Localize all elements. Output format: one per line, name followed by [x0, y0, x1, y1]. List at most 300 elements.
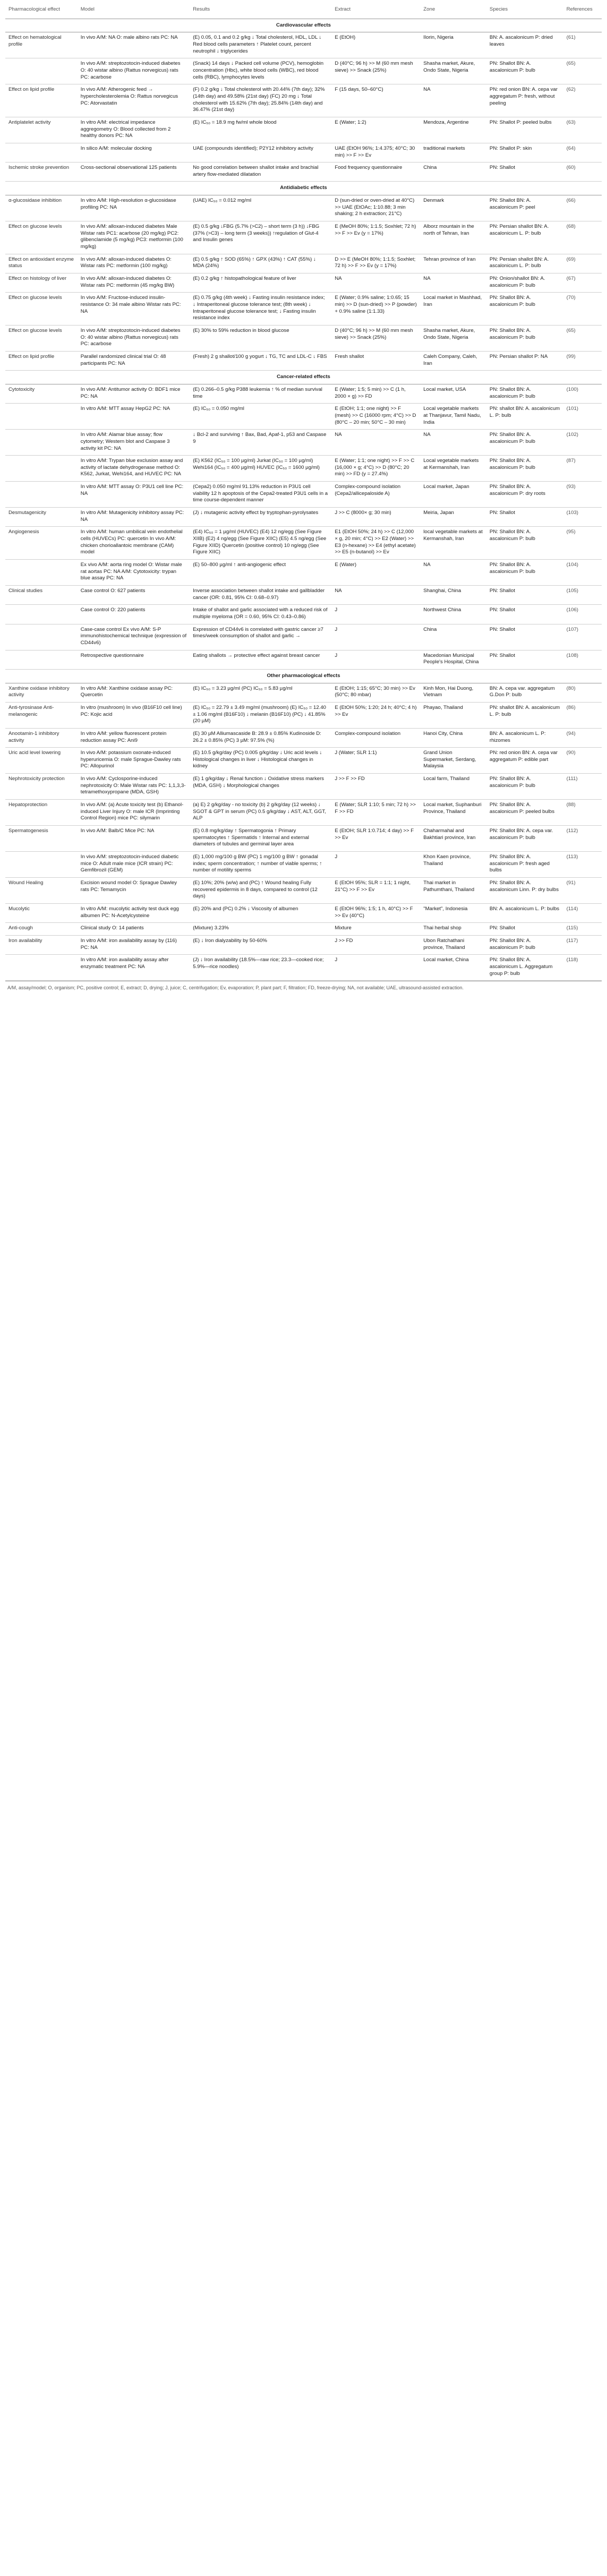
cell-results: (E) IC₅₀ = 18.9 mg fw/ml whole blood	[190, 117, 331, 143]
cell-model: In vitro A/M: High-resolution α-glucosidase profiling PC: NA	[78, 195, 190, 221]
cell-zone: Local market, Suphanburi Province, Thailand	[420, 800, 486, 826]
cell-extract: E (Water; 1:2)	[331, 117, 420, 143]
cell-reference: (111)	[563, 774, 602, 800]
table-row	[5, 195, 602, 221]
cell-zone: Caleh Company, Caleh, Iran	[420, 351, 486, 370]
cell-zone: Shanghai, China	[420, 586, 486, 605]
table-body	[5, 19, 602, 981]
section-title: Antidiabetic effects	[5, 182, 602, 195]
cell-results: (E) 0.05, 0.1 and 0.2 g/kg ↓ Total cholesterol, HDL, LDL ↓ Red blood cells parameters ↑ Platelet count, percent neutrophil ↓ triglycerides	[190, 32, 331, 58]
cell-extract: Mixture	[331, 923, 420, 936]
cell-reference: (103)	[563, 508, 602, 527]
cell-extract: D >> E (MeOH 80%; 1:1.5; Soxhlet; 72 h) >> F >> Ev (y = 17%)	[331, 254, 420, 273]
cell-effect: α-glucosidase inhibition	[5, 195, 78, 221]
section-title: Cancer-related effects	[5, 371, 602, 384]
cell-reference: (115)	[563, 923, 602, 936]
cell-reference: (66)	[563, 195, 602, 221]
cell-extract: NA	[331, 586, 420, 605]
section-header	[5, 19, 602, 32]
cell-model: Clinical study O: 14 patients	[78, 923, 190, 936]
cell-reference: (65)	[563, 325, 602, 351]
cell-reference: (108)	[563, 650, 602, 669]
cell-effect: Effect on glucose levels	[5, 293, 78, 326]
cell-species: PN: Shallot BN: A. cepa var. ascalonicum P: bulb	[486, 826, 563, 852]
table-row	[5, 878, 602, 904]
cell-zone: Denmark	[420, 195, 486, 221]
cell-effect: Cytotoxicity	[5, 384, 78, 403]
cell-results: (E) 10.5 g/kg/day (PC) 0.005 g/kg/day ↓ Uric acid levels ↓ Histological changes in liver ↓ Histological changes in kidney	[190, 748, 331, 774]
cell-results: (E) 20% and (PC) 0.2% ↓ Viscosity of albumen	[190, 903, 331, 922]
table-row	[5, 774, 602, 800]
pharmacology-table	[5, 3, 602, 981]
cell-model: In vitro A/M: electrical impedance aggregometry O: Blood collected from 2 healthy donors PC: NA	[78, 117, 190, 143]
cell-zone: Tehran province of Iran	[420, 254, 486, 273]
cell-effect	[5, 482, 78, 508]
table-row	[5, 384, 602, 403]
cell-effect: Wound Healing	[5, 878, 78, 904]
cell-results: (E) 0.5 g/kg ↓FBG (5.7% (>C2) – short term (3 h)) ↓FBG (37% (>C3) – long term (3 weeks)) ↑regulation of Glut-4 and Insulin genes	[190, 221, 331, 254]
cell-results: (UAE) IC₅₀ = 0.012 mg/ml	[190, 195, 331, 221]
table-row	[5, 748, 602, 774]
cell-zone: Local market, China	[420, 955, 486, 981]
cell-zone: Northwest China	[420, 605, 486, 624]
cell-results: Eating shallots → protective effect against breast cancer	[190, 650, 331, 669]
table-row	[5, 903, 602, 922]
table-row	[5, 728, 602, 747]
cell-results: (F) 0.2 g/kg ↓ Total cholesterol with 20.44% (7th day); 32% (14th day) and 49.58% (21st day) (FC) 20 mg ↓ Total cholesterol with 15.62% (7th day); 25.84% (14th day) and 36.47% (21st day)	[190, 84, 331, 117]
cell-results: ↓ Bcl-2 and surviving ↑ Bax, Bad, Apaf-1, p53 and Caspase 9	[190, 430, 331, 456]
cell-species: PN: Shallot BN: A. ascalonicum Linn. P: dry bulbs	[486, 878, 563, 904]
cell-reference: (64)	[563, 143, 602, 162]
cell-zone: NA	[420, 560, 486, 586]
cell-extract: D (40°C; 96 h) >> M (60 mm mesh sieve) >> Snack (25%)	[331, 325, 420, 351]
table-row	[5, 586, 602, 605]
cell-species: PN: Shallot BN: A. ascalonicum P: bulb	[486, 935, 563, 954]
cell-extract: Food frequency questionnaire	[331, 162, 420, 182]
cell-reference: (63)	[563, 117, 602, 143]
cell-results: (Snack) 14 days ↓ Packed cell volume (PCV), hemoglobin concentration (Hbc), white blood cells (WBC), red blood cells (RBC), lymphocytes levels	[190, 58, 331, 84]
cell-effect: Spermatogenesis	[5, 826, 78, 852]
cell-effect: Anootamin-1 inhibitory activity	[5, 728, 78, 747]
cell-extract: NA	[331, 430, 420, 456]
cell-extract: E (Water; 1:5; 5 min) >> C (1 h, 2000 × g) >> FD	[331, 384, 420, 403]
cell-reference: (86)	[563, 702, 602, 728]
cell-zone: Local market, Japan	[420, 482, 486, 508]
cell-reference: (101)	[563, 404, 602, 430]
cell-zone: Local market in Mashhad, Iran	[420, 293, 486, 326]
cell-extract: J	[331, 852, 420, 878]
cell-reference: (91)	[563, 878, 602, 904]
cell-model: In vivo A/M: Balb/C Mice PC: NA	[78, 826, 190, 852]
cell-extract: E (EtOH 96%; 1:5; 1 h, 40°C) >> F >> Ev (40°C)	[331, 903, 420, 922]
cell-reference: (68)	[563, 221, 602, 254]
cell-reference: (62)	[563, 84, 602, 117]
cell-species: PN: Shallot	[486, 605, 563, 624]
col-header-effect: Pharmacological effect	[5, 3, 78, 19]
cell-species: BN: A. cepa var. aggregatum G.Don P: bulb	[486, 683, 563, 702]
cell-model: Cross-sectional observational 125 patients	[78, 162, 190, 182]
cell-model: Case control O: 220 patients	[78, 605, 190, 624]
cell-results: (J) ↓ mutagenic activity effect by tryptophan-pyrolysates	[190, 508, 331, 527]
cell-extract: J	[331, 955, 420, 981]
cell-zone: Ilorin, Nigeria	[420, 32, 486, 58]
cell-species: PN: Shallot BN: A. ascalonicum P: bulb	[486, 527, 563, 560]
cell-model: In vivo A/M: NA O: male albino rats PC: NA	[78, 32, 190, 58]
cell-species: PN: Shallot BN: A. ascalonicum P: fresh aged bulbs	[486, 852, 563, 878]
cell-effect: Mucolytic	[5, 903, 78, 922]
cell-effect	[5, 143, 78, 162]
col-header-model: Model	[78, 3, 190, 19]
cell-reference: (112)	[563, 826, 602, 852]
table-row	[5, 683, 602, 702]
cell-zone: Shasha market, Akure, Ondo State, Nigeria	[420, 58, 486, 84]
cell-extract: J	[331, 624, 420, 650]
cell-extract: E (Water; 1:1; one night) >> F >> C (16,000 × g; 4°C) >> D (80°C; 20 min) >> FD (y = 27.4%)	[331, 456, 420, 482]
cell-results: (E) 50–800 µg/ml ↑ anti-angiogenic effect	[190, 560, 331, 586]
cell-results: No good correlation between shallot intake and brachial artery flow-mediated dilatation	[190, 162, 331, 182]
cell-extract: E (EtOH; 1:15; 65°C; 30 min) >> Ev (50°C; 80 mbar)	[331, 683, 420, 702]
cell-effect	[5, 430, 78, 456]
cell-extract: Complex-compound isolation	[331, 728, 420, 747]
cell-zone: Meiria, Japan	[420, 508, 486, 527]
section-header	[5, 182, 602, 195]
cell-species: PN: shallot BN: A. ascalonicum L. P: bulb	[486, 404, 563, 430]
table-row	[5, 456, 602, 482]
cell-results: (Fresh) 2 g shallot/100 g yogurt ↓ TG, TC and LDL-C ↓ FBS	[190, 351, 331, 370]
cell-effect: Xanthine oxidase inhibitory activity	[5, 683, 78, 702]
cell-results: (Cepa2) 0.050 mg/ml 91.13% reduction in P3U1 cell viability 12 h apoptosis of the Cepa2-treated P3U1 cells in a time course-dependent manner	[190, 482, 331, 508]
cell-model: In vivo A/M: Antitumor activity O: BDF1 mice PC: NA	[78, 384, 190, 403]
cell-zone: China	[420, 162, 486, 182]
cell-species: PN: Shallot	[486, 923, 563, 936]
cell-species: PN: Shallot	[486, 650, 563, 669]
cell-species: PN: shallot BN: A. ascalonicum L. P: bulb	[486, 702, 563, 728]
table-row	[5, 826, 602, 852]
cell-species: PN: Shallot	[486, 508, 563, 527]
cell-model: In vivo A/M: streptozotocin-induced diabetic mice O: Adult male mice (ICR strain) PC: Gemfibrozil (GEM)	[78, 852, 190, 878]
cell-results: UAE (compounds identified); P2Y12 inhibitory activity	[190, 143, 331, 162]
table-row	[5, 325, 602, 351]
cell-extract: D (sun-dried or oven-dried at 40°C) >> UAE (EtOAc; 1:10.88; 3 min shaking; 2 h extraction; 21°C)	[331, 195, 420, 221]
cell-species: PN: Shallot BN: A. ascalonicum P: bulb	[486, 325, 563, 351]
cell-species: PN: Shallot BN: A. ascalonicum P: dry roots	[486, 482, 563, 508]
cell-reference: (99)	[563, 351, 602, 370]
cell-zone: local vegetable markets at Kermanshah, Iran	[420, 527, 486, 560]
cell-results: (E) IC₅₀ = 3.23 µg/ml (PC) IC₅₀ = 5.83 µg/ml	[190, 683, 331, 702]
cell-model: In silico A/M: molecular docking	[78, 143, 190, 162]
cell-zone: Mendoza, Argentine	[420, 117, 486, 143]
cell-extract: J	[331, 605, 420, 624]
cell-zone: Hanoi City, China	[420, 728, 486, 747]
cell-model: In vitro A/M: Xanthine oxidase assay PC: Quercetin	[78, 683, 190, 702]
table-row	[5, 650, 602, 669]
cell-model: In vivo A/M: alloxan-induced diabetes O: Wistar rats PC: metformin (45 mg/kg BW)	[78, 273, 190, 293]
cell-model: Retrospective questionnaire	[78, 650, 190, 669]
cell-reference: (90)	[563, 748, 602, 774]
cell-extract: J >> F >> FD	[331, 774, 420, 800]
cell-results: (E) 1,000 mg/100 g BW (PC) 1 mg/100 g BW ↑ gonadal index; sperm concentration; ↑ number of viable sperms; ↑ number of motility sperms	[190, 852, 331, 878]
table-row	[5, 955, 602, 981]
cell-effect	[5, 58, 78, 84]
cell-results: (E) ↓ Iron dialyzability by 50-60%	[190, 935, 331, 954]
cell-results: Expression of CD44v6 is correlated with gastric cancer ≥7 times/week consumption of shallot and garlic →	[190, 624, 331, 650]
cell-extract: E (EtOH; 1:1; one night) >> F (mesh) >> C (16000 rpm; 4°C) >> D (80°C – 20 min; 50°C – 30 min)	[331, 404, 420, 430]
cell-species: PN: Shallot BN: A. ascalonicum P: bulb	[486, 293, 563, 326]
cell-model: In vitro A/M: Alamar blue assay; flow cytometry; Western blot and Caspase 3 activity kit PC: NA	[78, 430, 190, 456]
cell-effect	[5, 852, 78, 878]
cell-zone: Shasha market, Akure, Ondo State, Nigeria	[420, 325, 486, 351]
cell-extract: Fresh shallot	[331, 351, 420, 370]
cell-model: In vivo A/M: potassium oxonate-induced hyperuricemia O: male Sprague-Dawley rats PC: Allopurinol	[78, 748, 190, 774]
section-title: Other pharmacological effects	[5, 669, 602, 683]
table-row	[5, 404, 602, 430]
table-header	[5, 3, 602, 19]
cell-zone: "Market", Indonesia	[420, 903, 486, 922]
cell-effect: Effect on antioxidant enzyme status	[5, 254, 78, 273]
cell-species: PN: Persian shallot BN: A. ascalonicum L. P: bulb	[486, 221, 563, 254]
cell-species: PN: Shallot BN: A. ascalonicum P: bulb	[486, 430, 563, 456]
table-row	[5, 605, 602, 624]
section-header	[5, 669, 602, 683]
table-row	[5, 923, 602, 936]
section-title: Cardiovascular effects	[5, 19, 602, 32]
col-header-species: Species	[486, 3, 563, 19]
cell-results: (E) 10%; 20% (w/w) and (PC) ↑ Wound healing Fully recovered epidermis in 8 days, compared to control (12 days)	[190, 878, 331, 904]
cell-reference: (114)	[563, 903, 602, 922]
col-header-results: Results	[190, 3, 331, 19]
cell-species: PN: Persian shallot BN: A. ascalonicum L. P: bulb	[486, 254, 563, 273]
cell-model: Parallel randomized clinical trial O: 48 participants PC: NA	[78, 351, 190, 370]
cell-model: Case control O: 627 patients	[78, 586, 190, 605]
table-row	[5, 84, 602, 117]
cell-extract: J	[331, 650, 420, 669]
cell-zone: Local vegetable markets at Kermanshah, Iran	[420, 456, 486, 482]
cell-model: In vivo A/M: alloxan-induced diabetes Male Wistar rats PC1: acarbose (20 mg/kg) PC2: glibenclamide (5 mg/kg) PC3: metformin (100 mg/kg)	[78, 221, 190, 254]
cell-effect	[5, 624, 78, 650]
table-row	[5, 702, 602, 728]
cell-zone: Local vegetable markets at Thanjavur, Tamil Nadu, India	[420, 404, 486, 430]
cell-species: PN: Shallot BN: A. ascalonicum P: bulb	[486, 560, 563, 586]
table-row	[5, 935, 602, 954]
cell-extract: Complex-compound isolation (Cepa2/allicepaloside A)	[331, 482, 420, 508]
cell-extract: E (EtOH; SLR 1:0.714; 4 day) >> F >> Ev	[331, 826, 420, 852]
cell-extract: E (Water)	[331, 560, 420, 586]
cell-reference: (60)	[563, 162, 602, 182]
cell-model: In vitro (mushroom) In vivo (B16F10 cell line) PC: Kojic acid	[78, 702, 190, 728]
cell-model: In vitro A/M: yellow fluorescent protein reduction assay PC: Ani9	[78, 728, 190, 747]
cell-results: (E) 0.2 g/kg ↑ histopathological feature of liver	[190, 273, 331, 293]
cell-effect: Anti-cough	[5, 923, 78, 936]
cell-extract: J (Water; SLR 1:1)	[331, 748, 420, 774]
cell-results: (E) K562 (IC₅₀ = 100 µg/ml) Jurkat (IC₅₀ = 100 µg/ml) Wehi164 (IC₅₀ = 400 µg/ml) HUVEC (IC₅₀ = 1600 µg/ml)	[190, 456, 331, 482]
document	[5, 3, 602, 995]
cell-model: In vitro A/M: iron availability assay after enzymatic treatment PC: NA	[78, 955, 190, 981]
cell-effect	[5, 560, 78, 586]
cell-model: In vitro A/M: mucolytic activity test duck egg albumen PC: N-Acetylcysteine	[78, 903, 190, 922]
cell-extract: UAE (EtOH 96%; 1:4.375; 40°C; 30 min) >> F >> Ev	[331, 143, 420, 162]
cell-species: PN: Onion/shallot BN: A. ascalonicum P: bulb	[486, 273, 563, 293]
cell-zone: NA	[420, 84, 486, 117]
cell-reference: (100)	[563, 384, 602, 403]
table-row	[5, 58, 602, 84]
cell-reference: (107)	[563, 624, 602, 650]
cell-extract: E (Water; SLR 1:10; 5 min; 72 h) >> F >> FD	[331, 800, 420, 826]
cell-effect	[5, 605, 78, 624]
cell-results: (E) 1 g/kg/day ↓ Renal function ↓ Oxidative stress markers (MDA, GSH) ↓ Morphological changes	[190, 774, 331, 800]
cell-species: PN: Shallot BN: A. ascalonicum P: bulb	[486, 58, 563, 84]
cell-extract: J >> FD	[331, 935, 420, 954]
cell-zone: Local market, USA	[420, 384, 486, 403]
cell-reference: (106)	[563, 605, 602, 624]
table-row	[5, 117, 602, 143]
cell-results: Intake of shallot and garlic associated with a reduced risk of multiple myeloma (OR = 0.60, 95% CI: 0.43–0.86)	[190, 605, 331, 624]
cell-effect	[5, 456, 78, 482]
cell-effect: Anti-tyrosinase Anti-melanogenic	[5, 702, 78, 728]
col-header-extract: Extract	[331, 3, 420, 19]
table-footnote: A/M, assay/model; O, organism; PC, positive control; E, extract; D, drying; J, juice; C, centrifugation; Ev, evaporation; P, plant part; F, filtration; FD, freeze-drying; NA, not available; UAE, ultrasound-assisted extraction.	[5, 981, 602, 995]
cell-species: PN: red onion BN: A. cepa var aggregatum P: fresh, without peeling	[486, 84, 563, 117]
cell-results: (E4) IC₅₀ = 1 µg/ml (HUVEC) (E4) 12 ng/egg (See Figure XIIB) (E2) 4 ng/egg (See Figure XIIC) (E5) 4.5 ng/egg (See Figure XIID) Quercetin (positive control) 10 ng/egg (See Figure XIIC)	[190, 527, 331, 560]
table-row	[5, 221, 602, 254]
table-row	[5, 273, 602, 293]
table-row	[5, 430, 602, 456]
cell-model: In vivo A/M: Fructose-induced insulin-resistance O: 34 male albino Wistar rats PC: NA	[78, 293, 190, 326]
cell-reference: (93)	[563, 482, 602, 508]
table-row	[5, 32, 602, 58]
cell-effect: Angiogenesis	[5, 527, 78, 560]
cell-effect: Clinical studies	[5, 586, 78, 605]
cell-effect: Effect on lipid profile	[5, 351, 78, 370]
cell-model: In vivo A/M: streptozotocin-induced diabetes O: 40 wistar albino (Rattus norvegicus) rats PC: acarbose	[78, 325, 190, 351]
cell-model: In vitro A/M: iron availability assay by (116) PC: NA	[78, 935, 190, 954]
cell-model: Ex vivo A/M: aorta ring model O: Wistar male rat aortas PC: NA A/M: Cytotoxicity: trypan blue assay PC: NA	[78, 560, 190, 586]
cell-effect	[5, 650, 78, 669]
cell-zone: NA	[420, 273, 486, 293]
cell-effect: Effect on histology of liver	[5, 273, 78, 293]
cell-species: PN: Shallot BN: A. ascalonicum P: bulb	[486, 774, 563, 800]
cell-results: (Mixture) 3.23%	[190, 923, 331, 936]
cell-extract: E (Water; 0.9% saline; 1:0.65; 15 min) >> D (sun-dried) >> P (powder) + 0.9% saline (1:1.33)	[331, 293, 420, 326]
cell-extract: E (MeOH 80%; 1:1.5; Soxhlet; 72 h) >> F >> Ev (y = 17%)	[331, 221, 420, 254]
cell-model: In vitro A/M: MTT assay HepG2 PC: NA	[78, 404, 190, 430]
cell-extract: NA	[331, 273, 420, 293]
cell-effect: Effect on hematological profile	[5, 32, 78, 58]
table-row	[5, 624, 602, 650]
cell-zone: Khon Kaen province, Thailand	[420, 852, 486, 878]
col-header-zone: Zone	[420, 3, 486, 19]
cell-reference: (118)	[563, 955, 602, 981]
cell-species: BN: A. ascalonicum L. P: rhizomes	[486, 728, 563, 747]
cell-model: In vivo A/M: (a) Acute toxicity test (b) Ethanol-induced Liver Injury O: male ICR (Imprinting Control Region) mice PC: silymarin	[78, 800, 190, 826]
cell-results: (E) 0.75 g/kg (4th week) ↓ Fasting insulin resistance index; ↓ Intraperitoneal glucose tolerance test; (8th week) ↓ Intraperitoneal glucose tolerance test; ↓ Fasting insulin resistance index	[190, 293, 331, 326]
cell-reference: (95)	[563, 527, 602, 560]
cell-species: PN: Shallot BN: A. ascalonicum P: bulb	[486, 384, 563, 403]
cell-reference: (87)	[563, 456, 602, 482]
cell-zone: traditional markets	[420, 143, 486, 162]
cell-species: PN: Shallot BN: A. ascalonicum P: peeled bulbs	[486, 800, 563, 826]
cell-zone: Local farm, Thailand	[420, 774, 486, 800]
cell-zone: Macedonian Municipal People's Hospital, China	[420, 650, 486, 669]
cell-model: In vitro A/M: MTT assay O: P3U1 cell line PC: NA	[78, 482, 190, 508]
cell-zone: Chaharmahal and Bakhtiari province, Iran	[420, 826, 486, 852]
cell-zone: Alborz mountain in the north of Tehran, Iran	[420, 221, 486, 254]
cell-zone: Kinh Mon, Hai Duong, Vietnam	[420, 683, 486, 702]
cell-results: (E) 0.5 g/kg ↑ SOD (65%) ↑ GPX (43%) ↑ CAT (55%) ↓ MDA (24%)	[190, 254, 331, 273]
cell-reference: (113)	[563, 852, 602, 878]
cell-reference: (65)	[563, 58, 602, 84]
cell-zone: Phayao, Thailand	[420, 702, 486, 728]
cell-model: In vivo A/M: streptozotocin-induced diabetes O: 40 wistar albino (Rattus norvegicus) rats PC: acarbose	[78, 58, 190, 84]
cell-zone: NA	[420, 430, 486, 456]
cell-results: (E) 0.8 mg/kg/day ↑ Spermatogonia ↑ Primary spermatocytes ↑ Spermatids ↑ Internal and external diameters of tubules and germinal layer area	[190, 826, 331, 852]
cell-reference: (94)	[563, 728, 602, 747]
cell-effect: Desmutagenicity	[5, 508, 78, 527]
cell-results: (E) 30% to 59% reduction in blood glucose	[190, 325, 331, 351]
cell-extract: E (EtOH)	[331, 32, 420, 58]
cell-model: In vivo A/M: Atherogenic feed → hypercholesterolemia O: Rattus norvegicus PC: Atorvastatin	[78, 84, 190, 117]
cell-model: In vivo A/M: alloxan-induced diabetes O: Wistar rats PC: metformin (100 mg/kg)	[78, 254, 190, 273]
table-row	[5, 162, 602, 182]
section-header	[5, 371, 602, 384]
cell-reference: (104)	[563, 560, 602, 586]
cell-zone: Ubon Ratchathani province, Thailand	[420, 935, 486, 954]
cell-extract: E (EtOH 50%; 1:20; 24 h; 40°C; 4 h) >> Ev	[331, 702, 420, 728]
cell-results: (E) 30 µM Alliumascaside B: 28.9 ± 0.85% Kudinoside D: 26.2 ± 0.85% (PC) 3 µM: 97.5% (%)	[190, 728, 331, 747]
table-row	[5, 293, 602, 326]
cell-species: PN: Persian shallot P: NA	[486, 351, 563, 370]
cell-species: PN: red onion BN: A. cepa var aggregatum P: edible part	[486, 748, 563, 774]
cell-species: BN: A. ascalonicum P: dried leaves	[486, 32, 563, 58]
cell-effect: Uric acid level lowering	[5, 748, 78, 774]
cell-species: PN: Shallot	[486, 624, 563, 650]
cell-effect	[5, 404, 78, 430]
cell-species: BN: A. ascalonicum L. P: bulbs	[486, 903, 563, 922]
cell-results: (J) ↓ Iron availability (18.5%—raw rice; 23.3—cooked rice; 5.9%—rice noodles)	[190, 955, 331, 981]
cell-model: Case-case control Ex vivo A/M: S-P immunohistochemical technique (expression of CD44v6)	[78, 624, 190, 650]
cell-reference: (61)	[563, 32, 602, 58]
cell-zone: Grand Union Supermarket, Serdang, Malaysia	[420, 748, 486, 774]
cell-species: PN: Shallot P: skin	[486, 143, 563, 162]
cell-results: (E) IC₅₀ = 0.050 mg/ml	[190, 404, 331, 430]
cell-zone: Thai herbal shop	[420, 923, 486, 936]
cell-species: PN: Shallot BN: A. ascalonicum P: peel	[486, 195, 563, 221]
cell-extract: F (15 days, 50–60°C)	[331, 84, 420, 117]
cell-species: PN: Shallot P: peeled bulbs	[486, 117, 563, 143]
cell-reference: (102)	[563, 430, 602, 456]
cell-model: In vitro A/M: Trypan blue exclusion assay and activity of lactate dehydrogenase method O: K562, Jurkat, Wehi164, and HUVEC PC: NA	[78, 456, 190, 482]
cell-results: (E) IC₅₀ = 22.79 ± 3.49 mg/ml (mushroom) (E) IC₅₀ = 12.40 ± 1.06 mg/ml (B16F10) ↓ melanin (B16F10) (PC) ↓ 41.85% (20 µM)	[190, 702, 331, 728]
cell-results: (E) 0.266–0.5 g/kg P388 leukemia ↑ % of median survival time	[190, 384, 331, 403]
cell-effect: Antiplatelet activity	[5, 117, 78, 143]
cell-model: In vivo A/M: Cyclosporine-induced nephrotoxicity O: Male Wistar rats PC: 1,1,3,3-tetramethoxypropane (MDA, GSH)	[78, 774, 190, 800]
cell-effect: Ischemic stroke prevention	[5, 162, 78, 182]
table-row	[5, 143, 602, 162]
cell-extract: E1 (EtOH 50%; 24 h) >> C (12,000 × g, 20 min; 4°C) >> E2 (Water) >> E3 (n-hexane) >> E4 (ethyl acetate) >> E5 (n-butanol) >> Ev	[331, 527, 420, 560]
cell-reference: (117)	[563, 935, 602, 954]
cell-reference: (67)	[563, 273, 602, 293]
cell-zone: China	[420, 624, 486, 650]
cell-effect: Hepatoprotection	[5, 800, 78, 826]
cell-effect: Iron availability	[5, 935, 78, 954]
cell-species: PN: Shallot BN: A. ascalonicum P: bulb	[486, 456, 563, 482]
cell-effect: Nephrotoxicity protection	[5, 774, 78, 800]
cell-results: (a) E) 2 g/kg/day - no toxicity (b) 2 g/kg/day (12 weeks) ↓ SGOT & GPT in serum (PC) 0.5 g/kg/day ↓ AST, ALT, GGT, ALP	[190, 800, 331, 826]
table-row	[5, 527, 602, 560]
cell-extract: D (40°C; 96 h) >> M (60 mm mesh sieve) >> Snack (25%)	[331, 58, 420, 84]
cell-model: In vitro A/M: human umbilical vein endothelial cells (HUVECs) PC: quercetin In vivo A/M: chicken chorioallantoic membrane (CAM) model	[78, 527, 190, 560]
table-row	[5, 800, 602, 826]
cell-model: Excision wound model O: Sprague Dawley rats PC: Temamycin	[78, 878, 190, 904]
